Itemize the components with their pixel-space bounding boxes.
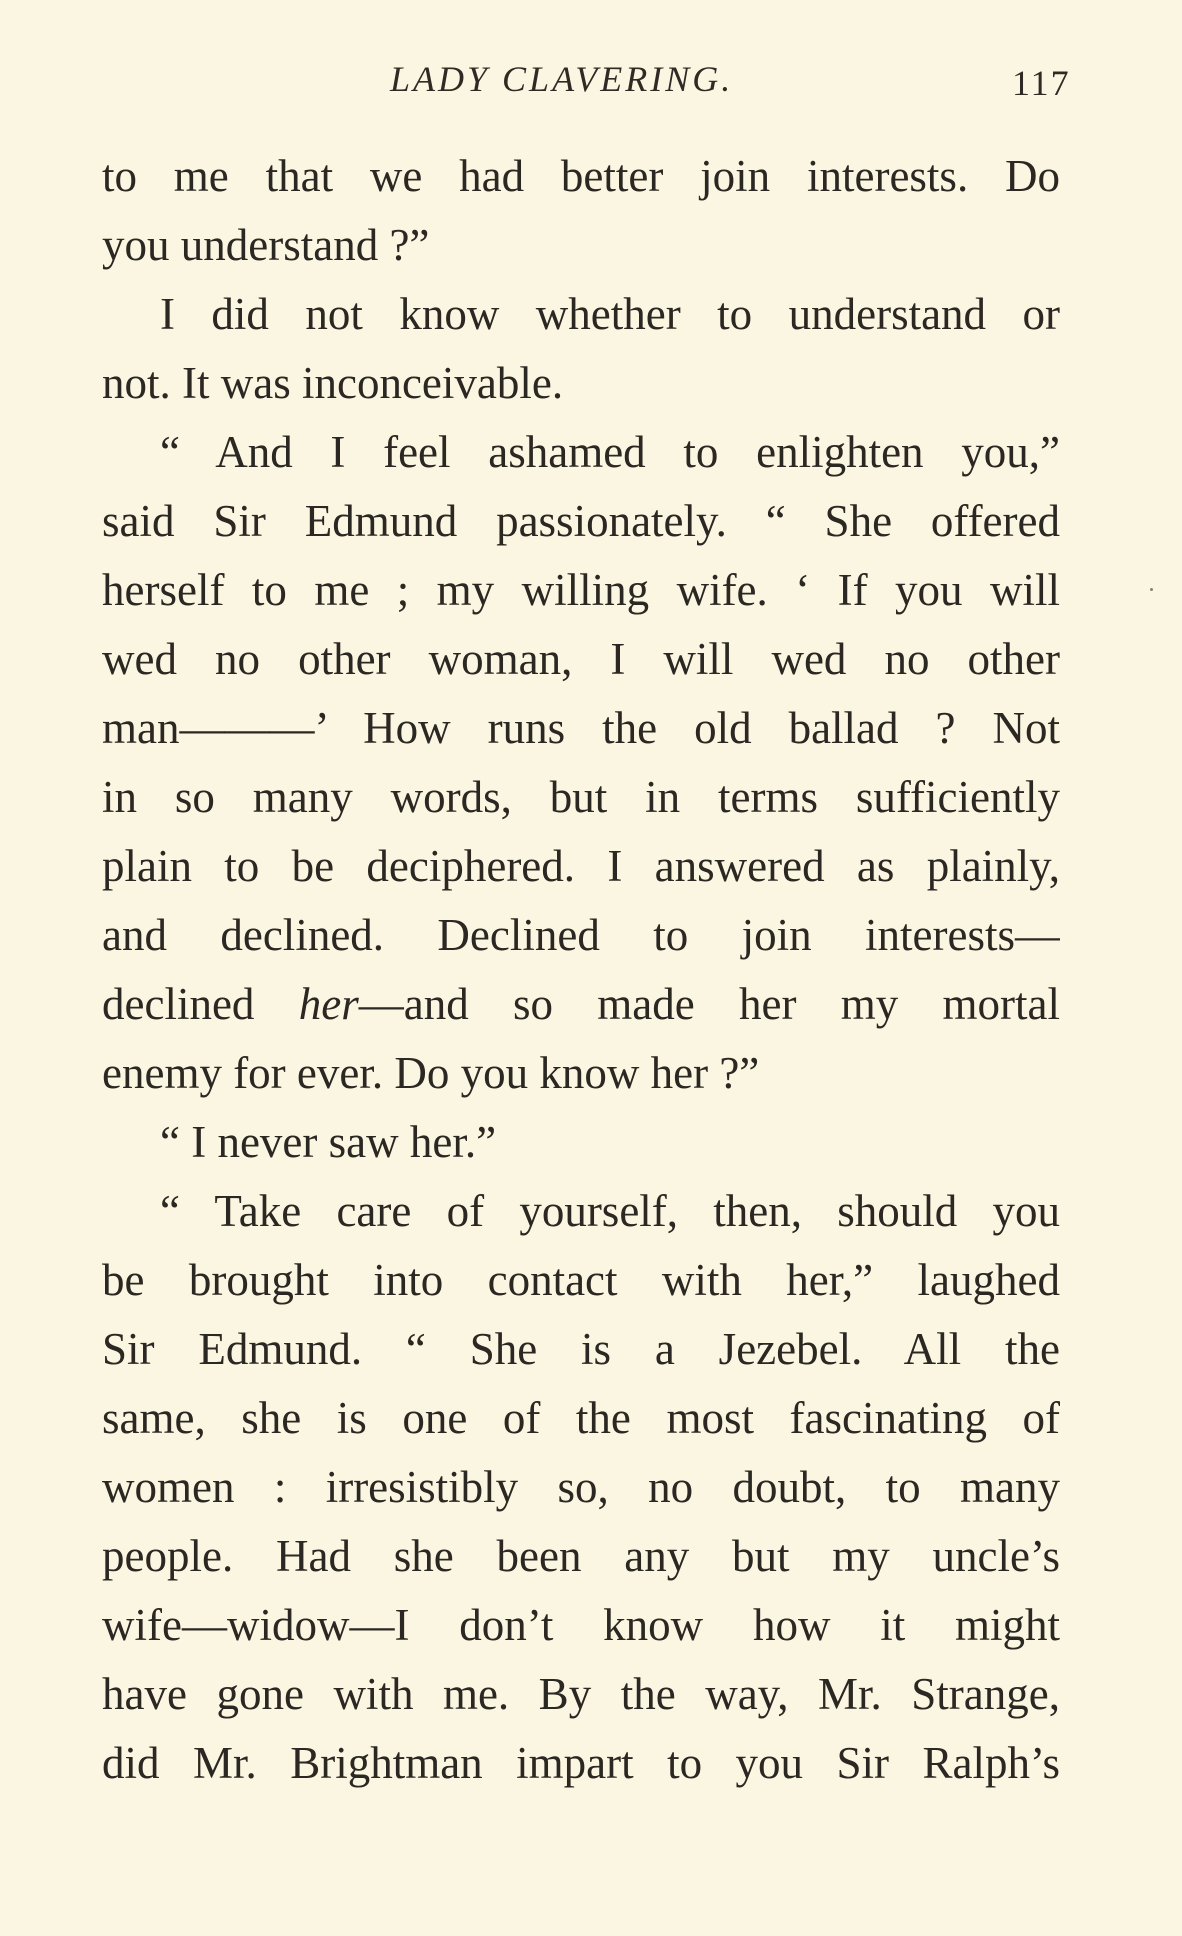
- text-line: “ And I feel ashamed to enlighten you,”: [160, 427, 1060, 477]
- text-line-end: —and so made her my mortal: [358, 979, 1060, 1029]
- text-line: be brought into contact with her,” laughed: [102, 1255, 1060, 1305]
- text-line: have gone with me. By the way, Mr. Strange,: [102, 1669, 1060, 1719]
- text-line: herself to me ; my willing wife. ‘ If you will: [102, 565, 1060, 615]
- text-line: not. It was inconceivable.: [102, 358, 564, 408]
- text-line-start: declined: [102, 979, 299, 1029]
- italic-word: her: [298, 979, 359, 1029]
- text-line: in so many words, but in terms sufficiently: [102, 772, 1060, 822]
- text-line: did Mr. Brightman impart to you Sir Ralph’s: [102, 1738, 1060, 1788]
- text-line: same, she is one of the most fascinating of: [102, 1393, 1060, 1443]
- text-line: enemy for ever. Do you know her ?”: [102, 1048, 760, 1098]
- paper-speck: [1150, 588, 1153, 591]
- text-line: man———’ How runs the old ballad ? Not: [102, 703, 1060, 753]
- body-text: [102, 142, 1060, 1798]
- text-line: you understand ?”: [102, 220, 430, 270]
- text-line: wed no other woman, I will wed no other: [102, 634, 1060, 684]
- text-line: plain to be deciphered. I answered as plainly,: [102, 841, 1060, 891]
- text-line: and declined. Declined to join interests—: [102, 910, 1060, 960]
- text-line: I did not know whether to understand or: [160, 289, 1060, 339]
- text-line: [102, 970, 1060, 1039]
- text-line: women : irresistibly so, no doubt, to many: [102, 1462, 1060, 1512]
- text-line: said Sir Edmund passionately. “ She offered: [102, 496, 1060, 546]
- text-line: “ I never saw her.”: [160, 1117, 497, 1167]
- text-line: to me that we had better join interests. Do: [102, 151, 1060, 201]
- text-line: wife—widow—I don’t know how it might: [102, 1600, 1060, 1650]
- page-number: 117: [1012, 63, 1071, 103]
- text-line: “ Take care of yourself, then, should you: [160, 1186, 1060, 1236]
- running-title: LADY CLAVERING.: [390, 59, 734, 99]
- text-line: Sir Edmund. “ She is a Jezebel. All the: [102, 1324, 1060, 1374]
- text-line: people. Had she been any but my uncle’s: [102, 1531, 1060, 1581]
